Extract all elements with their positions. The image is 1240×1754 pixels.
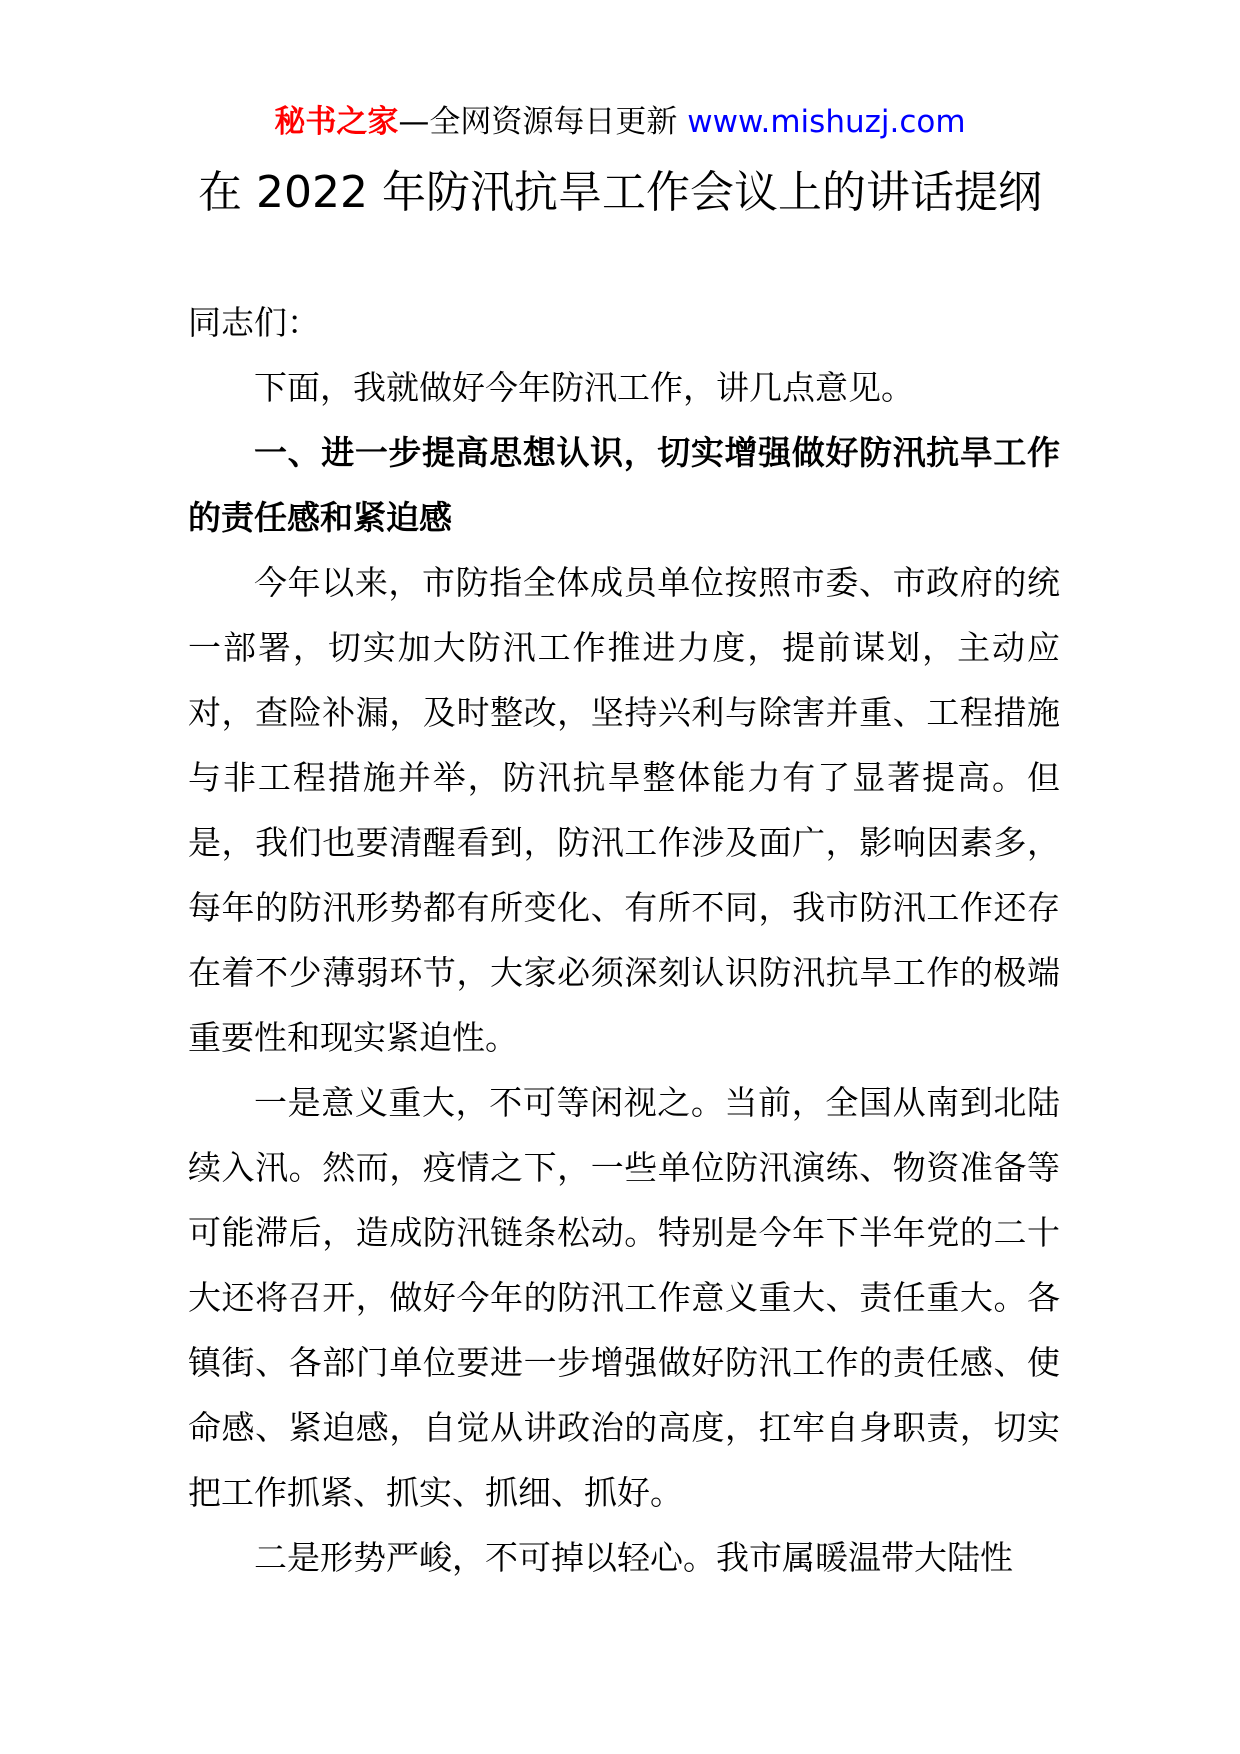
document-body: [188, 290, 1060, 1590]
brand-name: 秘书之家: [274, 104, 399, 140]
document-title: 在 2022 年防汛抗旱工作会议上的讲话提纲: [198, 167, 1042, 218]
section-heading-1: 一、进一步提高思想认识，切实增强做好防汛抗旱工作的责任感和紧迫感: [188, 433, 1060, 537]
greeting: 同志们：: [188, 303, 320, 342]
site-header: [0, 100, 1240, 144]
paragraph-point-1: 一是意义重大，不可等闲视之。当前，全国从南到北陆续入汛。然而，疫情之下，一些单位防汛演练、物资准备等可能滞后，造成防汛链条松动。特别是今年下半年党的二十大还将召开，做好今年的防汛工作意义重大、责任重大。各镇街、各部门单位要进一步增强做好防汛工作的责任感、使命感、紧迫感，自觉从讲政治的高度，扛牢自身职责，切实把工作抓紧、抓实、抓细、抓好。: [188, 1083, 1060, 1512]
paragraph-intro: 下面，我就做好今年防汛工作，讲几点意见。: [254, 368, 914, 407]
header-tagline: —全网资源每日更新: [398, 104, 688, 140]
paragraph-point-2: 二是形势严峻，不可掉以轻心。我市属暖温带大陆性: [254, 1538, 1013, 1577]
paragraph-situation: 今年以来，市防指全体成员单位按照市委、市政府的统一部署，切实加大防汛工作推进力度，提前谋划，主动应对，查险补漏，及时整改，坚持兴利与除害并重、工程措施与非工程措施并举，防汛抗旱整体能力有了显著提高。但是，我们也要清醒看到，防汛工作涉及面广，影响因素多，每年的防汛形势都有所变化、有所不同，我市防汛工作还存在着不少薄弱环节，大家必须深刻认识防汛抗旱工作的极端重要性和现实紧迫性。: [188, 563, 1060, 1057]
site-url-link[interactable]: www.mishuzj.com: [687, 104, 966, 140]
